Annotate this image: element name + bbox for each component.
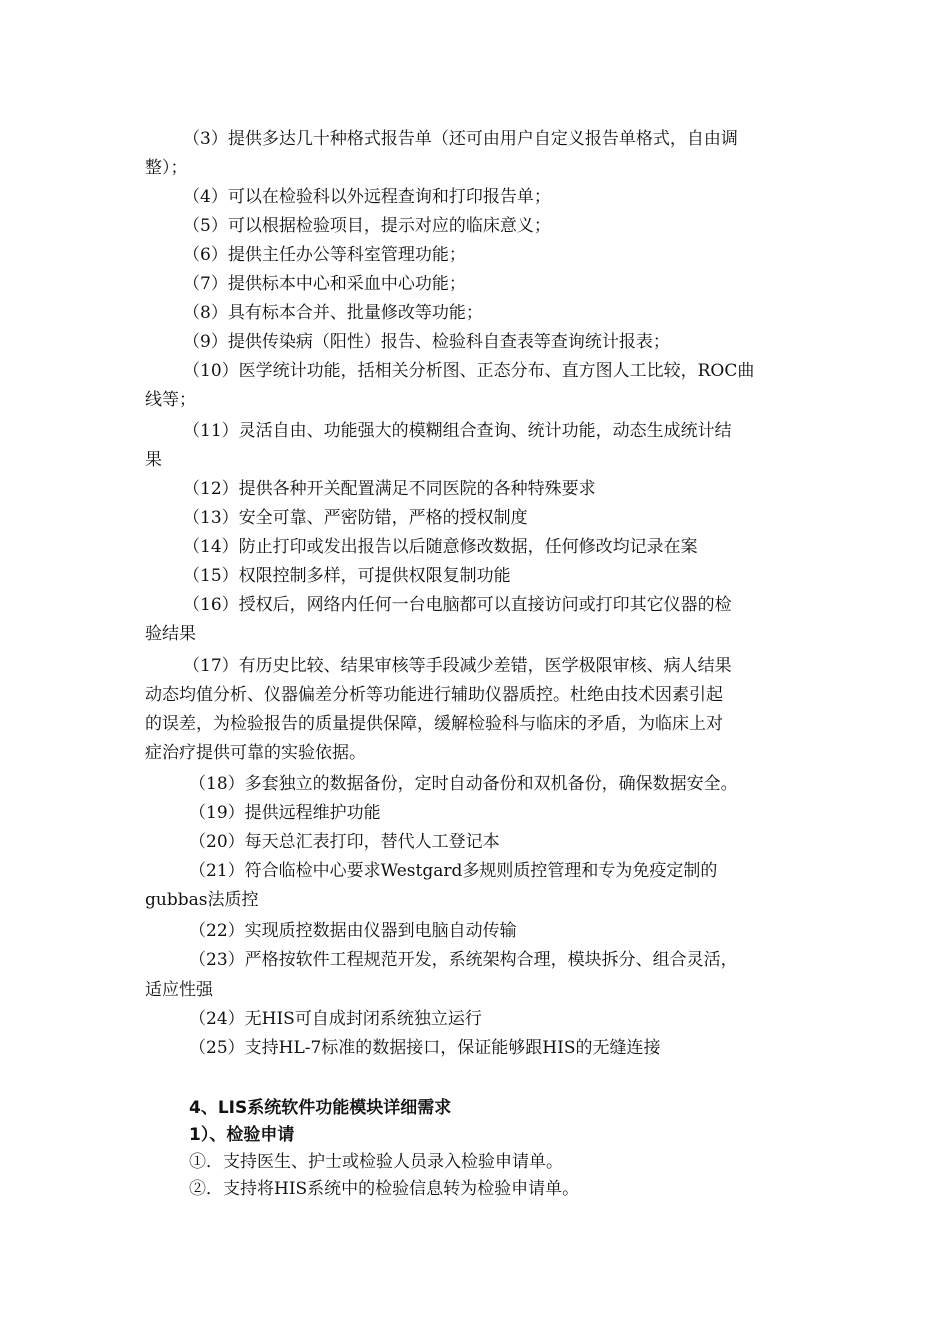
item-25: （25）支持HL-7标准的数据接口，保证能够跟HIS的无缝连接	[189, 1038, 661, 1058]
item-12: （12）提供各种开关配置满足不同医院的各种特殊要求	[183, 479, 596, 499]
item-19: （19）提供远程维护功能	[189, 803, 381, 823]
item-21-line-1: （21）符合临检中心要求Westgard多规则质控管理和专为免疫定制的	[189, 861, 718, 881]
item-9: （9）提供传染病（阳性）报告、检验科自查表等查询统计报表；	[183, 332, 670, 352]
item-16-line-1: （16）授权后，网络内任何一台电脑都可以直接访问或打印其它仪器的检	[183, 595, 732, 615]
item-17-line-2: 动态均值分析、仪器偏差分析等功能进行辅助仪器质控。杜绝由技术因素引起	[145, 685, 723, 705]
item-17-line-4: 症治疗提供可靠的实验依据。	[145, 743, 366, 763]
item-6: （6）提供主任办公等科室管理功能；	[183, 245, 466, 265]
sub-heading: 1）、检验申请	[189, 1125, 295, 1145]
item-22: （22）实现质控数据由仪器到电脑自动传输	[189, 921, 517, 941]
item-8: （8）具有标本合并、批量修改等功能；	[183, 303, 483, 323]
item-11-line-1: （11）灵活自由、功能强大的模糊组合查询、统计功能，动态生成统计结	[183, 421, 732, 441]
item-13: （13）安全可靠、严密防错，严格的授权制度	[183, 508, 528, 528]
item-7: （7）提供标本中心和采血中心功能；	[183, 274, 466, 294]
item-3-line-1: （3）提供多达几十种格式报告单（还可由用户自定义报告单格式，自由调	[183, 129, 738, 149]
item-10-line-1: （10）医学统计功能，括相关分析图、正态分布、直方图人工比较，ROC曲	[183, 361, 755, 381]
item-23-line-1: （23）严格按软件工程规范开发，系统架构合理，模块拆分、组合灵活，	[189, 950, 738, 970]
item-21-line-2: gubbas法质控	[145, 890, 259, 910]
item-5: （5）可以根据检验项目，提示对应的临床意义；	[183, 216, 551, 236]
item-4: （4）可以在检验科以外远程查询和打印报告单；	[183, 187, 551, 207]
item-3-line-2: 整）；	[145, 158, 188, 178]
item-11-line-2: 果	[145, 450, 162, 470]
item-10-line-2: 线等；	[145, 390, 196, 410]
item-23-line-2: 适应性强	[145, 980, 213, 1000]
section-heading: 4、LIS系统软件功能模块详细需求	[189, 1098, 452, 1118]
sub-item-1: ①．支持医生、护士或检验人员录入检验申请单。	[189, 1152, 563, 1172]
item-15: （15）权限控制多样，可提供权限复制功能	[183, 566, 511, 586]
item-16-line-2: 验结果	[145, 624, 196, 644]
item-17-line-3: 的误差，为检验报告的质量提供保障，缓解检验科与临床的矛盾，为临床上对	[145, 714, 723, 734]
item-20: （20）每天总汇表打印，替代人工登记本	[189, 832, 500, 852]
item-14: （14）防止打印或发出报告以后随意修改数据，任何修改均记录在案	[183, 537, 698, 557]
sub-item-2: ②．支持将HIS系统中的检验信息转为检验申请单。	[189, 1179, 580, 1199]
item-24: （24）无HIS可自成封闭系统独立运行	[189, 1009, 482, 1029]
item-18: （18）多套独立的数据备份，定时自动备份和双机备份，确保数据安全。	[189, 774, 738, 794]
item-17-line-1: （17）有历史比较、结果审核等手段减少差错，医学极限审核、病人结果	[183, 656, 732, 676]
